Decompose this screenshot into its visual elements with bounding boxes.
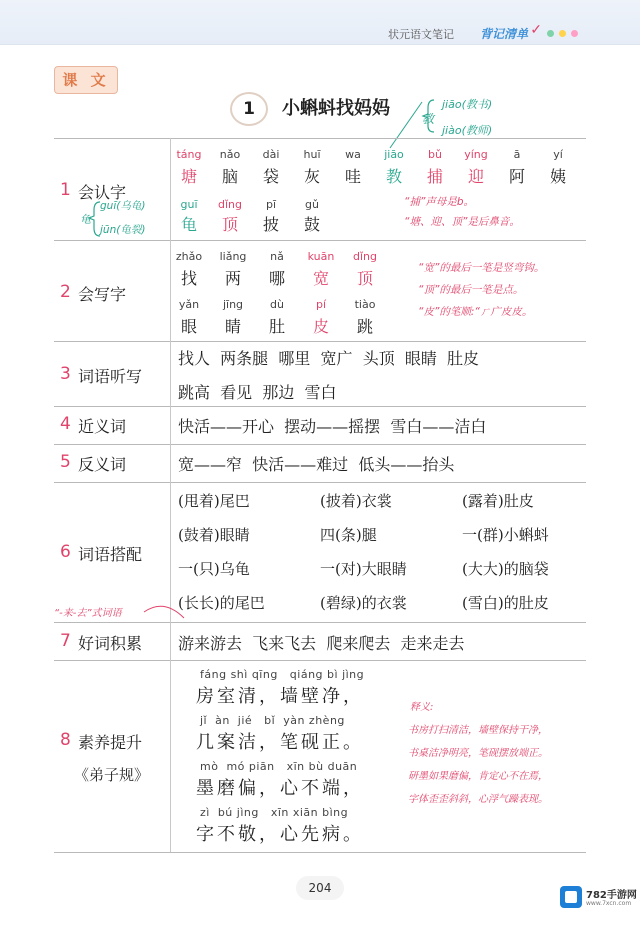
table-rule: [54, 622, 586, 623]
hanzi: 塘: [180, 167, 197, 186]
pinyin: yíng: [464, 148, 488, 161]
section-7-number: 7: [60, 631, 71, 651]
collocation: 一(群)小蝌蚪: [462, 526, 549, 544]
poem-pinyin: fáng shì qīng qiáng bì jìng: [200, 668, 365, 681]
jiao-note-char: 教: [422, 112, 435, 126]
gui-note-char: 龟: [80, 213, 91, 226]
section-4-title: 近义词: [78, 417, 127, 436]
section-3-line-2: 跳高 看见 那边 雪白: [178, 383, 337, 402]
poem-pinyin: jǐ àn jié bǐ yàn zhèng: [200, 714, 345, 727]
hanzi: 阿: [508, 167, 525, 186]
collocation: (披着)衣裳: [320, 492, 392, 510]
jiao-note-reading2: jiào(教师): [442, 124, 493, 137]
hanzi: 灰: [303, 167, 320, 186]
series-title: 背记清单: [479, 27, 528, 41]
table-rule: [54, 240, 586, 241]
brand-title: 状元语文笔记: [388, 28, 454, 41]
pinyin: huī: [303, 148, 321, 161]
watermark-text: 782手游网: [586, 890, 637, 901]
watermark-logo-icon: [560, 886, 582, 908]
section-1-note: “捕”声母是b。: [404, 196, 475, 208]
hanzi: 脑: [221, 167, 238, 186]
pinyin: tiào: [354, 298, 376, 311]
pinyin: dài: [262, 148, 280, 161]
section-1-number: 1: [60, 180, 71, 200]
section-4-line: 快活——开心 摆动——摇摆 雪白——洁白: [178, 417, 487, 436]
section-1-title: 会认字: [78, 183, 127, 202]
hanzi: 教: [385, 167, 402, 186]
collocation: 四(条)腿: [320, 526, 377, 544]
poem-pinyin: zì bú jìng xīn xiān bìng: [200, 806, 349, 819]
lesson-title: 小蝌蚪找妈妈: [282, 98, 390, 119]
dot-icon: [559, 30, 566, 37]
section-1-note: “塘、迎、顶”是后鼻音。: [404, 216, 520, 228]
table-rule: [54, 482, 586, 483]
pinyin: bǔ: [428, 148, 442, 161]
dot-icon: [571, 30, 578, 37]
hanzi: 找: [180, 269, 197, 288]
hanzi: 龟: [180, 215, 197, 234]
collocation: 一(只)乌龟: [178, 560, 250, 578]
watermark-url: www.7xcn.com: [586, 900, 632, 907]
section-3-number: 3: [60, 364, 71, 384]
section-7-note: “-来-去”式词语: [54, 608, 122, 619]
hanzi: 皮: [312, 317, 329, 336]
arrow-line: [384, 98, 434, 152]
header-bar: [0, 0, 640, 45]
table-divider: [170, 138, 171, 852]
pinyin: kuān: [307, 250, 335, 263]
section-2-title: 会写字: [78, 285, 127, 304]
section-tag: 课 文: [54, 66, 118, 94]
hanzi: 姨: [549, 167, 566, 186]
section-2-number: 2: [60, 282, 71, 302]
section-8-number: 8: [60, 730, 71, 750]
table-rule: [54, 660, 586, 661]
pinyin: ā: [513, 148, 521, 161]
hanzi: 跳: [356, 317, 373, 336]
pinyin: jiāo: [384, 148, 404, 161]
section-2-note: “宽”的最后一笔是竖弯钩。: [418, 262, 545, 274]
section-4-number: 4: [60, 414, 71, 434]
section-8-note: 书桌洁净明亮，笔砚摆放端正。: [408, 748, 548, 759]
poem-line: 房室清，墙壁净，: [196, 686, 364, 707]
section-5-title: 反义词: [78, 455, 127, 474]
hanzi: 鼓: [303, 215, 320, 234]
pinyin: dǐng: [353, 250, 377, 263]
pinyin: pī: [265, 198, 277, 211]
hanzi: 睛: [224, 317, 241, 336]
arrow-line: [140, 594, 188, 622]
watermark: [560, 882, 640, 922]
section-8-note: 释义:: [410, 702, 434, 713]
table-rule: [54, 341, 586, 342]
hanzi: 眼: [180, 317, 197, 336]
collocation: (鼓着)眼睛: [178, 526, 250, 544]
pinyin: wa: [345, 148, 361, 161]
table-rule: [54, 138, 586, 139]
gui-note-reading1: guī(乌龟): [100, 200, 146, 212]
jiao-note-reading1: jiāo(教书): [442, 98, 493, 111]
table-rule: [54, 852, 586, 853]
lesson-number: 1: [230, 92, 268, 126]
pinyin: zhǎo: [175, 250, 203, 263]
pinyin: yí: [553, 148, 563, 161]
section-3-line-1: 找人 两条腿 哪里 宽广 头顶 眼睛 肚皮: [178, 349, 480, 368]
collocation: 一(对)大眼睛: [320, 560, 407, 578]
hanzi: 哇: [344, 167, 361, 186]
section-2-note: “皮”的笔顺:“ㄏ广皮皮。: [418, 306, 533, 318]
section-7-line: 游来游去 飞来飞去 爬来爬去 走来走去: [178, 634, 465, 653]
pinyin: liǎng: [219, 250, 247, 263]
table-rule: [54, 406, 586, 407]
section-5-line: 宽——窄 快活——难过 低头——抬头: [178, 455, 455, 474]
pinyin: nǎ: [270, 250, 284, 263]
page-number: 204: [296, 876, 344, 900]
section-6-title: 词语搭配: [78, 545, 143, 564]
pinyin: nǎo: [219, 148, 241, 161]
hanzi: 肚: [268, 317, 285, 336]
pinyin: jīng: [222, 298, 244, 311]
pinyin: dù: [270, 298, 284, 311]
hanzi: 迎: [467, 167, 484, 186]
poem-line: 几案洁，笔砚正。: [196, 732, 364, 753]
section-7-title: 好词积累: [78, 634, 143, 653]
collocation: (长长)的尾巴: [178, 594, 265, 612]
section-5-number: 5: [60, 452, 71, 472]
section-2-note: “顶”的最后一笔是点。: [418, 284, 524, 296]
collocation: (露着)肚皮: [462, 492, 534, 510]
collocation: (雪白)的肚皮: [462, 594, 549, 612]
table-rule: [54, 444, 586, 445]
section-6-number: 6: [60, 542, 71, 562]
pinyin: gǔ: [305, 198, 319, 211]
pinyin: pí: [315, 298, 327, 311]
pinyin: yǎn: [178, 298, 200, 311]
hanzi: 宽: [312, 269, 329, 288]
section-8-subtitle: 《弟子规》: [74, 766, 150, 784]
hanzi: 顶: [221, 215, 238, 234]
collocation: (大大)的脑袋: [462, 560, 549, 578]
pinyin: guī: [180, 198, 198, 211]
section-3-title: 词语听写: [78, 367, 143, 386]
section-8-title: 素养提升: [78, 733, 143, 752]
dot-icon: [547, 30, 554, 37]
collocation: (甩着)尾巴: [178, 492, 250, 510]
section-8-note: 字体歪歪斜斜，心浮气躁表现。: [408, 794, 548, 805]
poem-line: 墨磨偏，心不端，: [196, 778, 364, 799]
hanzi: 哪: [268, 269, 285, 288]
hanzi: 披: [262, 215, 279, 234]
poem-line: 字不敬，心先病。: [196, 824, 364, 845]
check-icon: ✓: [530, 22, 542, 38]
hanzi: 捕: [426, 167, 443, 186]
pinyin: táng: [176, 148, 202, 161]
pinyin: dǐng: [218, 198, 242, 211]
collocation: (碧绿)的衣裳: [320, 594, 407, 612]
hanzi: 顶: [356, 269, 373, 288]
poem-pinyin: mò mó piān xīn bù duān: [200, 760, 358, 773]
hanzi: 袋: [262, 167, 279, 186]
gui-note-reading2: jūn(龟裂): [100, 224, 146, 236]
section-8-note: 书房打扫清洁，墙壁保持干净，: [408, 725, 548, 736]
section-8-note: 研墨如果磨偏，肯定心不在焉，: [408, 771, 548, 782]
hanzi: 两: [224, 269, 241, 288]
